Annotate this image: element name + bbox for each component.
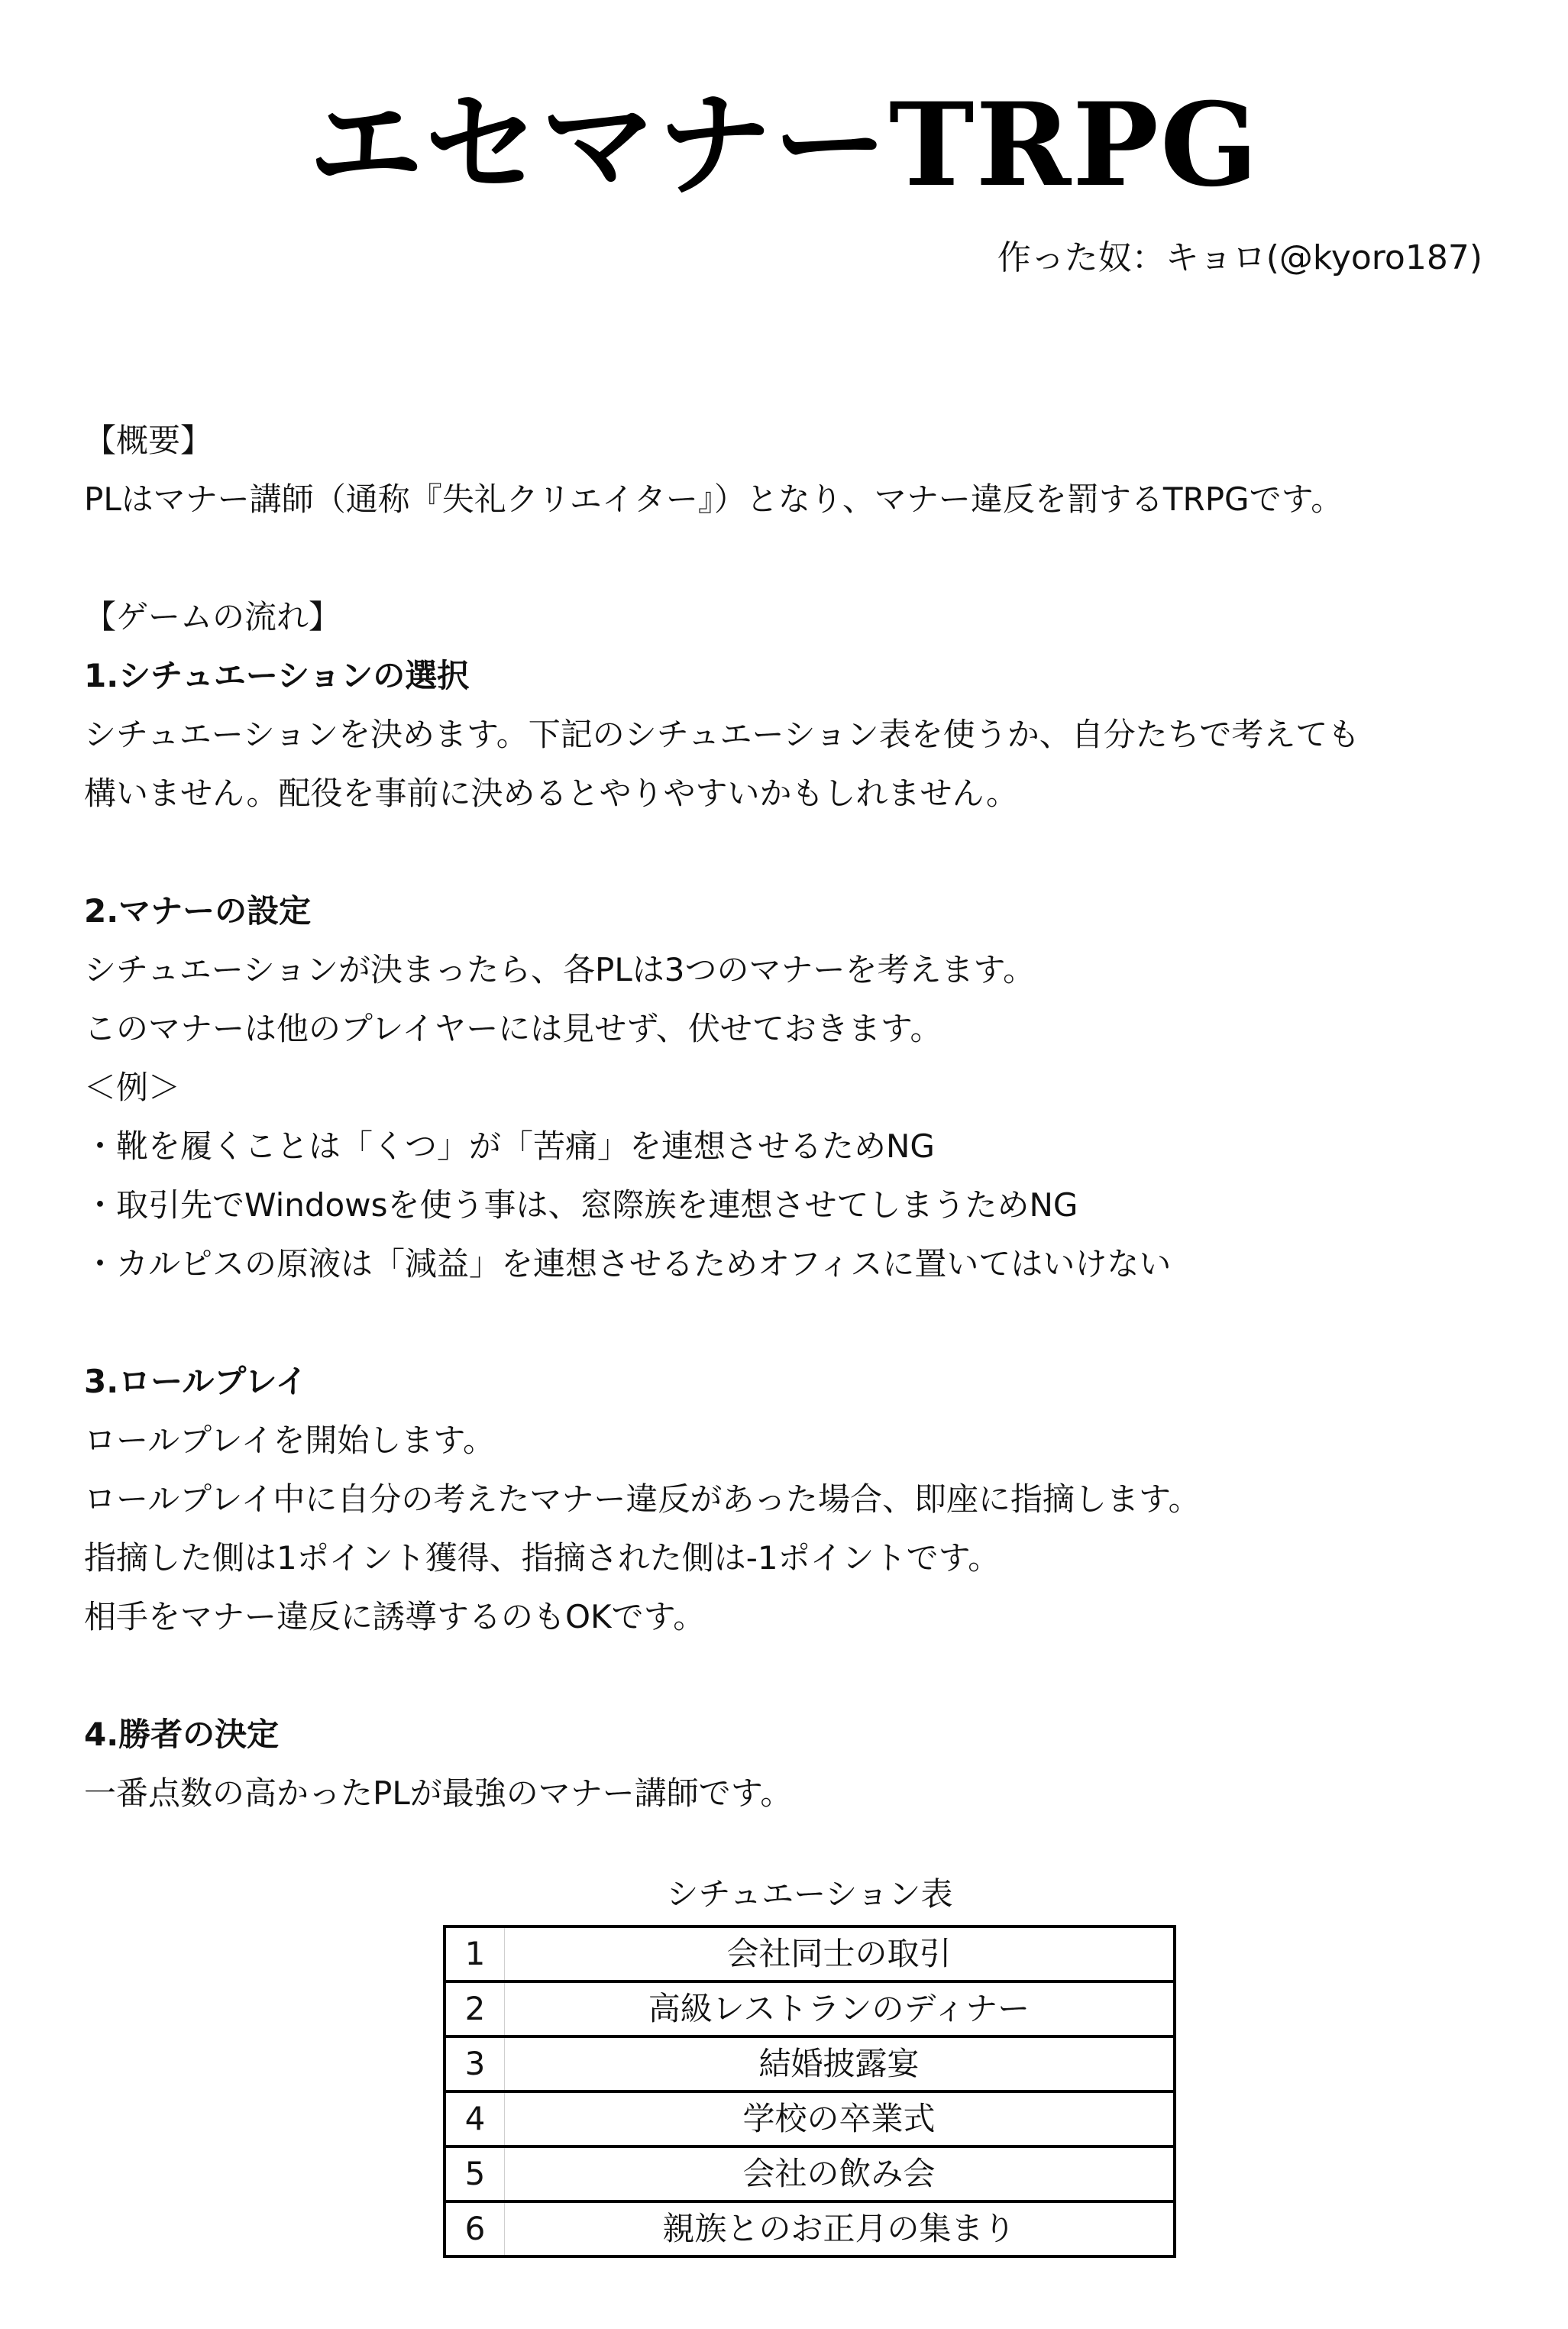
situation-name: 会社同士の取引: [505, 1926, 1175, 1981]
body-text-line: ロールプレイ中に自分の考えたマナー違反があった場合、即座に指摘します。: [84, 1480, 1201, 1518]
blank-line: [84, 823, 1489, 881]
situation-number: 6: [445, 2201, 505, 2256]
body-text-line: このマナーは他のプレイヤーには見せず、伏せておきます。: [84, 1010, 942, 1047]
table-row: [445, 1981, 1175, 2036]
body-text-line: 【概要】: [84, 422, 213, 459]
situation-name: 会社の飲み会: [505, 2146, 1175, 2201]
situation-table-caption: シチュエーション表: [666, 1875, 953, 1913]
document-body: [84, 411, 1489, 1823]
situation-name: 親族とのお正月の集まり: [505, 2201, 1175, 2256]
body-text-line: ・取引先でWindowsを使う事は、窓際族を連想させてしまうためNG: [84, 1186, 1078, 1224]
body-text-line: PLはマナー講師（通称『失礼クリエイター』）となり、マナー違反を罰するTRPGです。: [84, 480, 1343, 518]
body-text-line: ・靴を履くことは「くつ」が「苦痛」を連想させるためNG: [84, 1127, 935, 1165]
situation-number: 2: [445, 1981, 505, 2036]
body-text-line: 構いません。配役を事前に決めるとやりやすいかもしれません。: [84, 775, 1019, 812]
blank-line: [84, 529, 1489, 587]
situation-name: 学校の卒業式: [505, 2091, 1175, 2146]
situation-number: 4: [445, 2091, 505, 2146]
body-text-line: 指摘した側は1ポイント獲得、指摘された側は-1ポイントです。: [84, 1539, 1001, 1577]
body-text-line: シチュエーションを決めます。下記のシチュエーション表を使うか、自分たちで考えても: [84, 716, 1360, 753]
table-row: [445, 2201, 1175, 2256]
section-heading: 3.ロールプレイ: [84, 1363, 308, 1400]
body-text-line: 相手をマナー違反に誘導するのもOKです。: [84, 1598, 706, 1635]
blank-line: [84, 1646, 1489, 1705]
situation-table: [443, 1925, 1176, 2258]
table-row: [445, 1926, 1175, 1981]
body-text-line: 【ゲームの流れ】: [84, 598, 341, 636]
section-heading: 2.マナーの設定: [84, 892, 312, 930]
situation-number: 1: [445, 1926, 505, 1981]
section-heading: 4.勝者の決定: [84, 1716, 280, 1753]
body-text-line: ＜例＞: [84, 1069, 181, 1106]
situation-number: 3: [445, 2036, 505, 2091]
author-credit: 作った奴：キョロ(@kyoro187): [997, 238, 1482, 277]
situation-number: 5: [445, 2146, 505, 2201]
table-row: [445, 2036, 1175, 2091]
body-text-line: シチュエーションが決まったら、各PLは3つのマナーを考えます。: [84, 951, 1036, 988]
section-heading: 1.シチュエーションの選択: [84, 657, 470, 694]
body-text-line: ・カルピスの原液は「減益」を連想させるためオフィスに置いてはいけない: [84, 1245, 1172, 1283]
table-row: [445, 2146, 1175, 2201]
document-title: エセマナーTRPG: [308, 78, 1260, 212]
body-text-line: 一番点数の高かったPLが最強のマナー講師です。: [84, 1774, 793, 1812]
body-text-line: ロールプレイを開始します。: [84, 1422, 496, 1459]
situation-name: 結婚披露宴: [505, 2036, 1175, 2091]
table-row: [445, 2091, 1175, 2146]
situation-name: 高級レストランのディナー: [505, 1981, 1175, 2036]
blank-line: [84, 1293, 1489, 1352]
